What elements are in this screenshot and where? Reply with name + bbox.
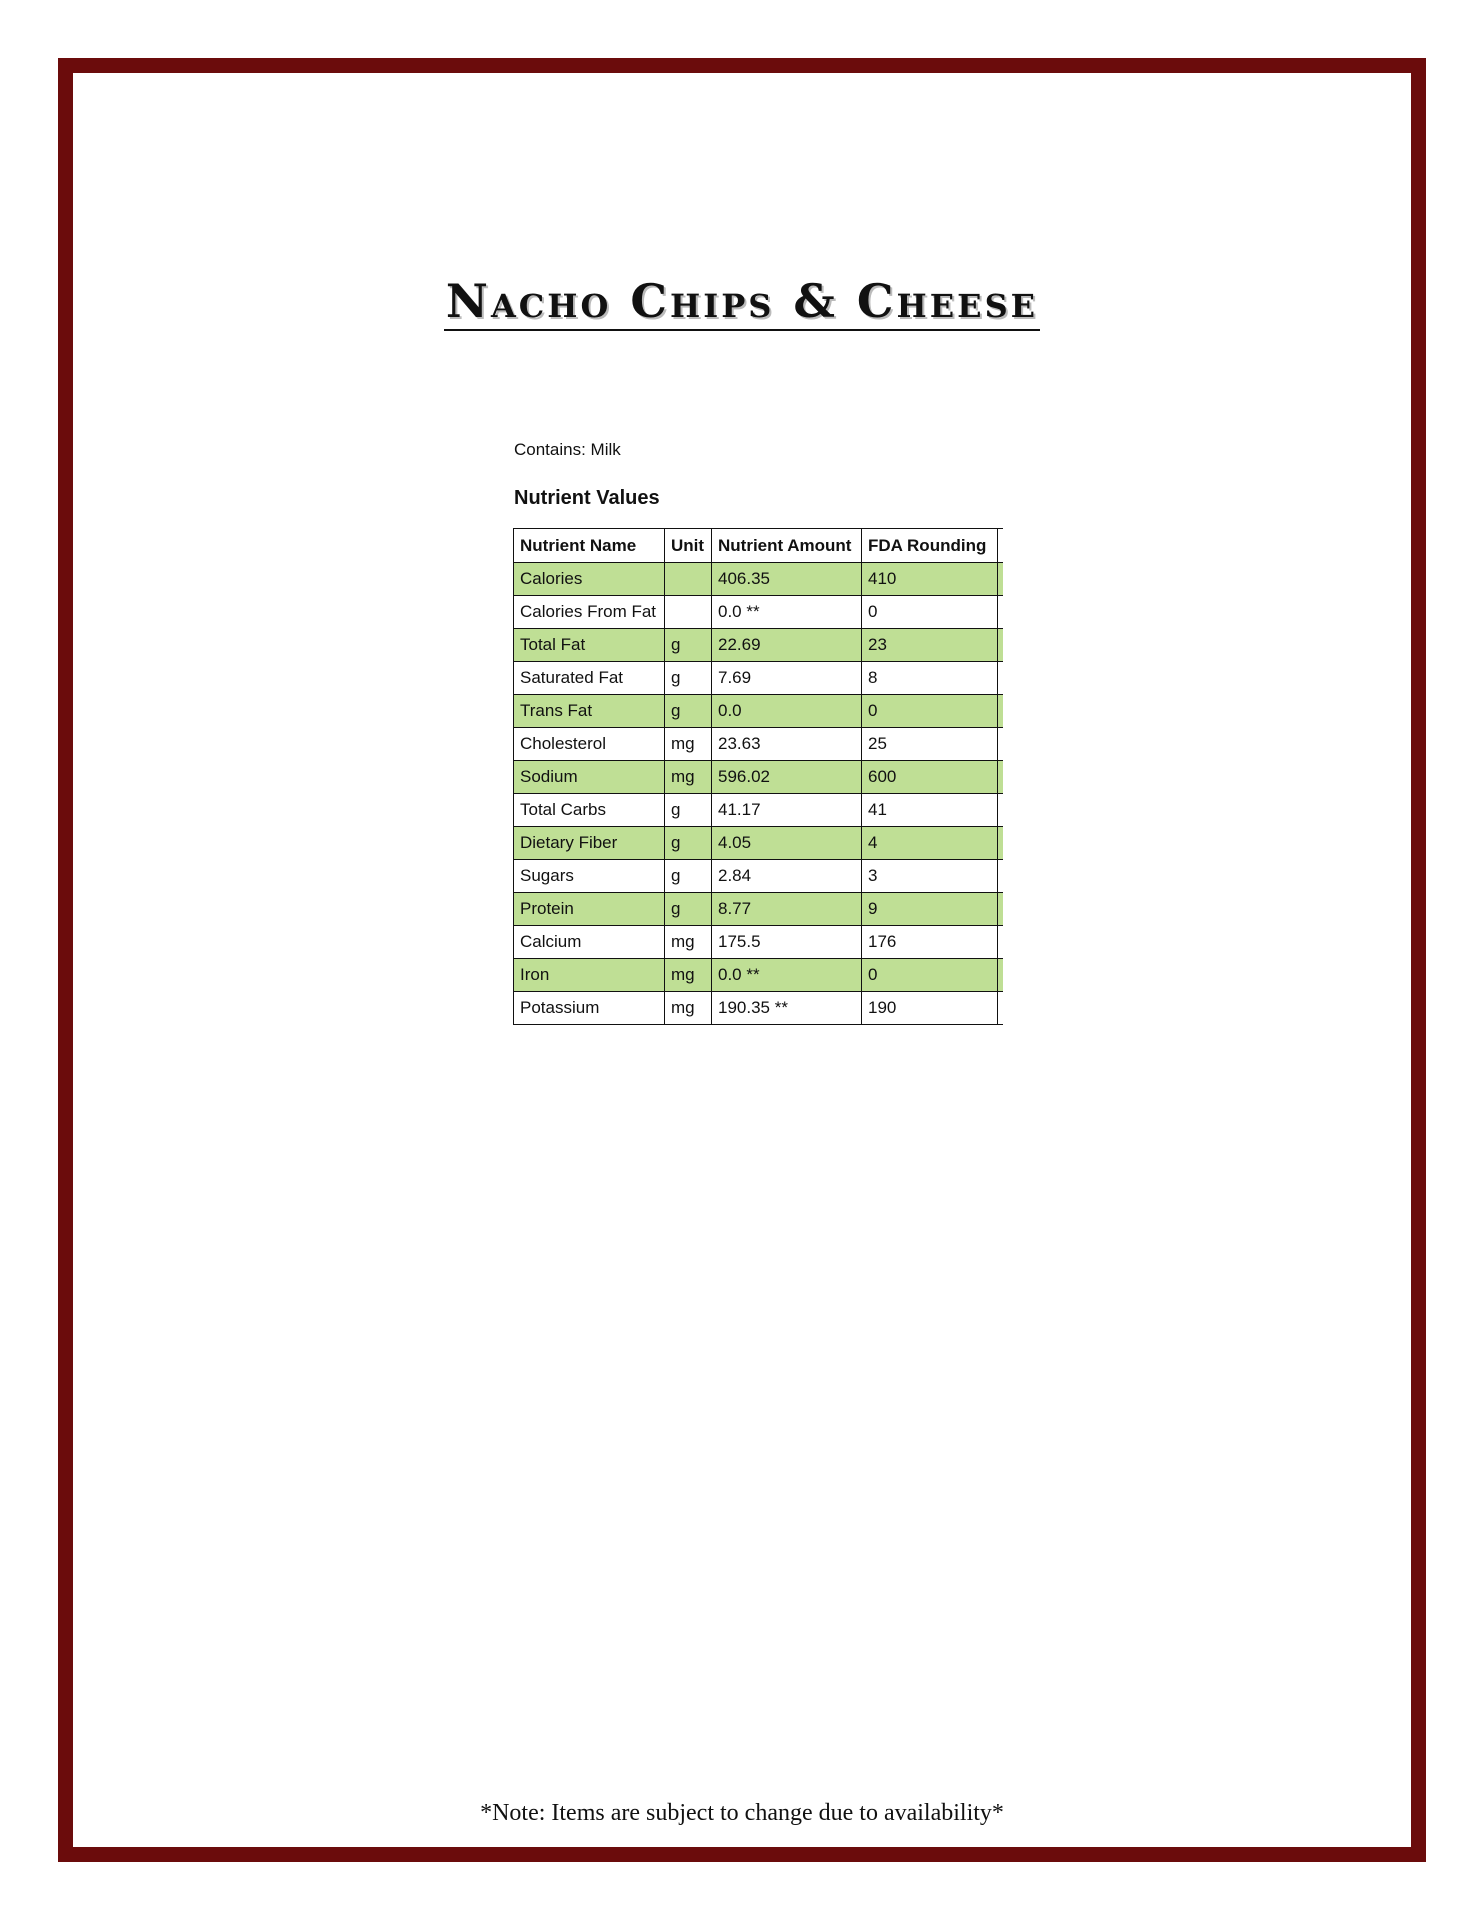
nutrient-name-cell: Protein <box>514 893 665 926</box>
unit-cell: mg <box>665 728 712 761</box>
table-row <box>514 860 1004 893</box>
table-row <box>514 893 1004 926</box>
nutrient-table <box>513 528 1003 1025</box>
cut-off-cell <box>998 662 1004 695</box>
nutrient-amount-cell: 8.77 <box>712 893 862 926</box>
fda-rounding-cell: 4 <box>862 827 998 860</box>
fda-rounding-cell: 600 <box>862 761 998 794</box>
unit-cell: g <box>665 695 712 728</box>
fda-rounding-cell: 41 <box>862 794 998 827</box>
fda-rounding-cell: 410 <box>862 563 998 596</box>
nutrient-name-cell: Total Fat <box>514 629 665 662</box>
cut-off-cell <box>998 629 1004 662</box>
nutrient-name-cell: Calcium <box>514 926 665 959</box>
unit-cell: mg <box>665 992 712 1025</box>
table-row <box>514 662 1004 695</box>
unit-cell: g <box>665 662 712 695</box>
cut-off-cell <box>998 893 1004 926</box>
nutrient-name-cell: Calories <box>514 563 665 596</box>
cut-off-cell <box>998 959 1004 992</box>
table-row <box>514 695 1004 728</box>
nutrient-values-heading: Nutrient Values <box>514 487 660 509</box>
nutrient-name-cell: Trans Fat <box>514 695 665 728</box>
nutrient-name-cell: Calories From Fat <box>514 596 665 629</box>
cut-off-cell <box>998 728 1004 761</box>
cut-off-cell <box>998 794 1004 827</box>
unit-cell: g <box>665 629 712 662</box>
table-row <box>514 629 1004 662</box>
header-fda-rounding: FDA Rounding <box>862 529 998 563</box>
nutrient-amount-cell: 0.0 ** <box>712 959 862 992</box>
nutrient-name-cell: Sodium <box>514 761 665 794</box>
unit-cell: mg <box>665 959 712 992</box>
unit-cell <box>665 563 712 596</box>
cut-off-cell <box>998 860 1004 893</box>
table-row <box>514 596 1004 629</box>
nutrient-amount-cell: 23.63 <box>712 728 862 761</box>
fda-rounding-cell: 0 <box>862 695 998 728</box>
table-row <box>514 728 1004 761</box>
unit-cell <box>665 596 712 629</box>
nutrient-table-wrapper <box>513 528 1003 1025</box>
header-nutrient-amount: Nutrient Amount <box>712 529 862 563</box>
fda-rounding-cell: 176 <box>862 926 998 959</box>
nutrient-amount-cell: 22.69 <box>712 629 862 662</box>
table-header-row <box>514 529 1004 563</box>
nutrient-amount-cell: 4.05 <box>712 827 862 860</box>
table-row <box>514 827 1004 860</box>
page-title: Nacho Chips & Cheese <box>444 276 1040 331</box>
nutrient-name-cell: Total Carbs <box>514 794 665 827</box>
cut-off-cell <box>998 992 1004 1025</box>
nutrient-name-cell: Potassium <box>514 992 665 1025</box>
table-row <box>514 794 1004 827</box>
unit-cell: mg <box>665 926 712 959</box>
nutrient-amount-cell: 7.69 <box>712 662 862 695</box>
unit-cell: g <box>665 794 712 827</box>
nutrient-name-cell: Dietary Fiber <box>514 827 665 860</box>
nutrient-name-cell: Iron <box>514 959 665 992</box>
nutrient-amount-cell: 0.0 ** <box>712 596 862 629</box>
nutrient-amount-cell: 190.35 ** <box>712 992 862 1025</box>
fda-rounding-cell: 0 <box>862 959 998 992</box>
unit-cell: g <box>665 827 712 860</box>
unit-cell: mg <box>665 761 712 794</box>
fda-rounding-cell: 190 <box>862 992 998 1025</box>
cut-off-cell <box>998 596 1004 629</box>
nutrient-name-cell: Sugars <box>514 860 665 893</box>
fda-rounding-cell: 0 <box>862 596 998 629</box>
table-body <box>514 563 1004 1025</box>
allergen-statement: Contains: Milk <box>514 440 621 459</box>
nutrient-amount-cell: 41.17 <box>712 794 862 827</box>
cut-off-cell <box>998 926 1004 959</box>
nutrient-name-cell: Saturated Fat <box>514 662 665 695</box>
fda-rounding-cell: 23 <box>862 629 998 662</box>
nutrient-amount-cell: 406.35 <box>712 563 862 596</box>
header-cut-off-column <box>998 529 1004 563</box>
cut-off-cell <box>998 827 1004 860</box>
title-wrapper <box>0 276 1484 331</box>
header-nutrient-name: Nutrient Name <box>514 529 665 563</box>
cut-off-cell <box>998 563 1004 596</box>
nutrient-amount-cell: 175.5 <box>712 926 862 959</box>
nutrient-name-cell: Cholesterol <box>514 728 665 761</box>
unit-cell: g <box>665 860 712 893</box>
table-row <box>514 926 1004 959</box>
cut-off-cell <box>998 761 1004 794</box>
fda-rounding-cell: 3 <box>862 860 998 893</box>
fda-rounding-cell: 9 <box>862 893 998 926</box>
cut-off-cell <box>998 695 1004 728</box>
table-row <box>514 959 1004 992</box>
nutrient-amount-cell: 596.02 <box>712 761 862 794</box>
table-row <box>514 992 1004 1025</box>
nutrient-amount-cell: 2.84 <box>712 860 862 893</box>
nutrient-amount-cell: 0.0 <box>712 695 862 728</box>
header-unit: Unit <box>665 529 712 563</box>
fda-rounding-cell: 25 <box>862 728 998 761</box>
unit-cell: g <box>665 893 712 926</box>
fda-rounding-cell: 8 <box>862 662 998 695</box>
table-row <box>514 761 1004 794</box>
availability-note: *Note: Items are subject to change due to availability* <box>480 1800 1004 1826</box>
table-row <box>514 563 1004 596</box>
